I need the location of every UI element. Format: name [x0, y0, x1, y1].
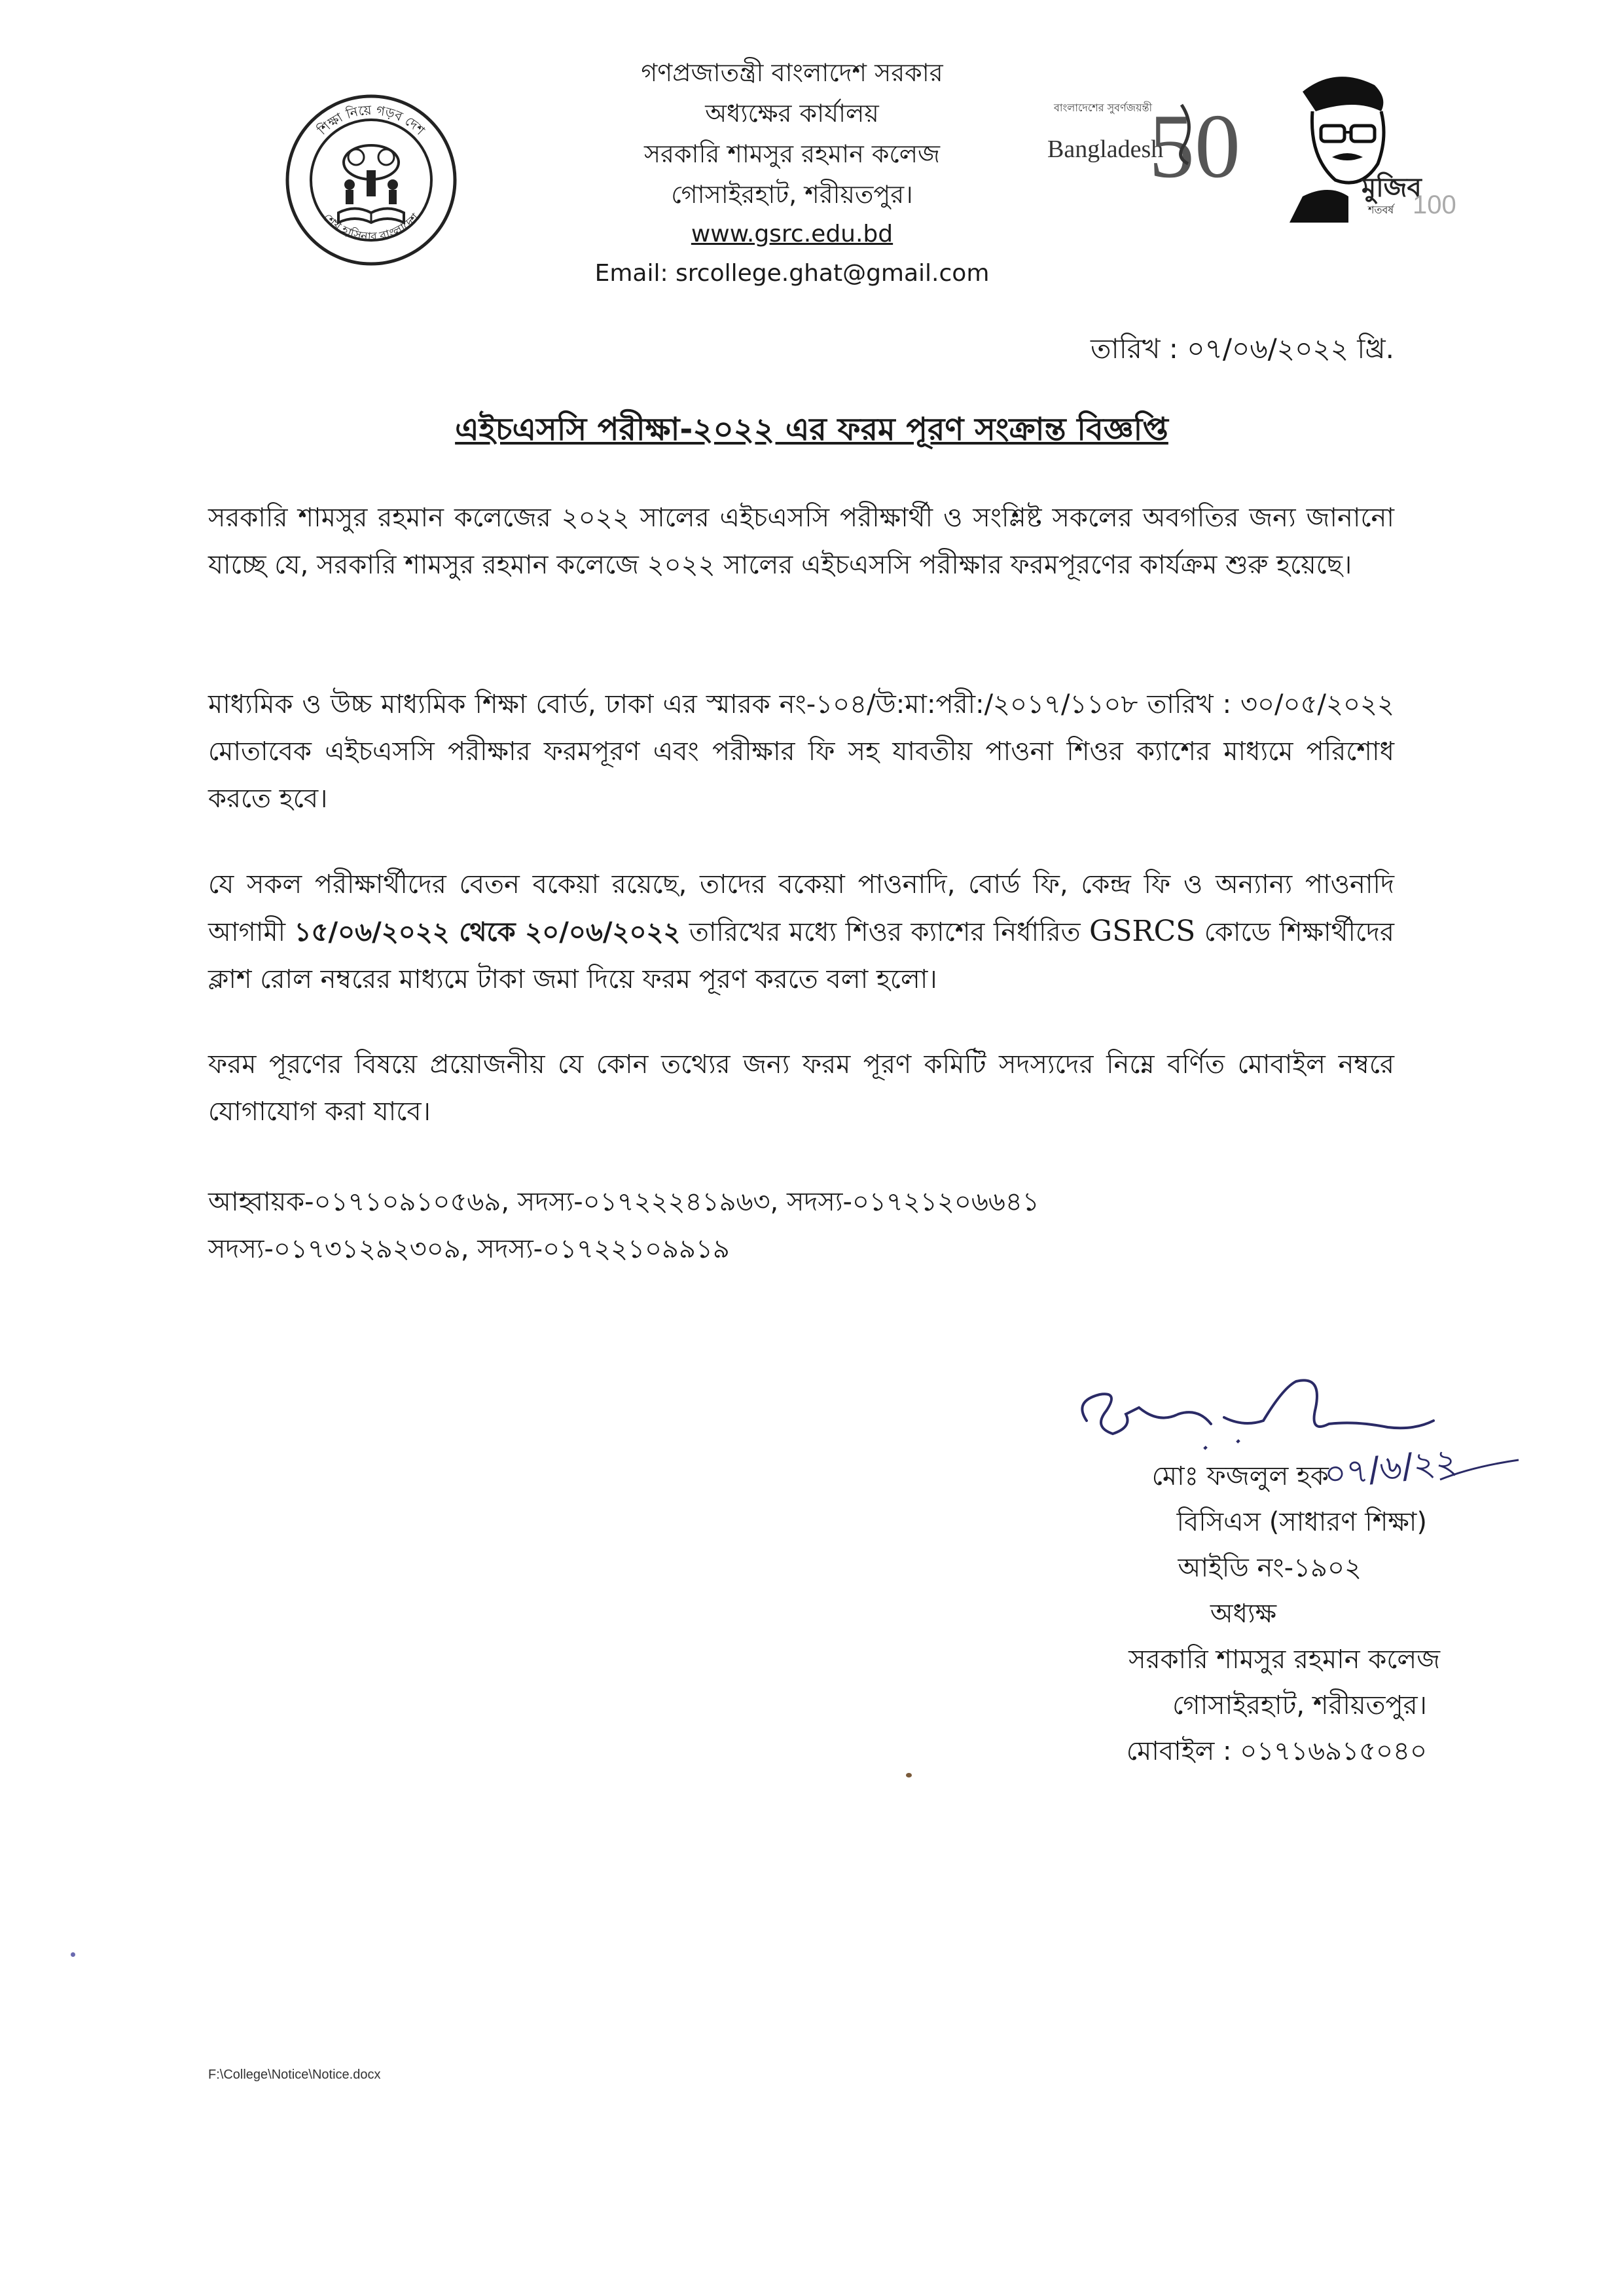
- mujib-script: মুজিব: [1362, 173, 1422, 203]
- college-address: গোসাইরহাট, শরীয়তপুর।: [671, 180, 913, 209]
- website-link[interactable]: www.gsrc.edu.bd: [691, 221, 893, 247]
- paragraph-1: সরকারি শামসুর রহমান কলেজের ২০২২ সালের এইচএসসি পরীক্ষার্থী ও সংশ্লিষ্ট সকলের অবগতির জন্য জানানো যাচ্ছে যে, সরকারি শামসুর রহমান কলেজে ২০২২ সালের এইচএসসি পরীক্ষার ফরমপূরণের কার্যক্রম শুরু হয়েছে।: [208, 503, 1394, 580]
- office-header: [524, 52, 1060, 293]
- email-address: Email: srcollege.ghat@gmail.com: [594, 260, 990, 287]
- surecash-code: GSRCS: [1089, 915, 1196, 948]
- mujib-number: 100: [1413, 191, 1456, 219]
- college-emblem-icon: [283, 92, 460, 268]
- signatory-designation: অধ্যক্ষ: [1210, 1599, 1276, 1629]
- scan-speck: [906, 1773, 912, 1777]
- paragraph-3-part-b: তারিখের মধ্যে শিওর ক্যাশের নির্ধারিত: [680, 917, 1090, 947]
- emblem-ring-bottom-text: শেখ হাসিনার বাংলাদেশ: [320, 211, 422, 244]
- signatory-college: সরকারি শামসুর রহমান কলেজ: [1128, 1645, 1440, 1675]
- bd50-number: 50: [1149, 96, 1240, 197]
- contacts-line-1: আহ্বায়ক-০১৭১০৯১০৫৬৯, সদস্য-০১৭২২২৪১৯৬৩, সদস্য-০১৭২১২০৬৬৪১: [208, 1187, 1039, 1217]
- notice-title: এইচএসসি পরীক্ষা-২০২২ এর ফরম পূরণ সংক্রান্ত বিজ্ঞপ্তি: [455, 411, 1168, 448]
- mujib-100-portrait-icon: [1263, 65, 1456, 223]
- file-path-footer: F:\College\Notice\Notice.docx: [208, 2068, 381, 2082]
- notice-date: তারিখ : ০৭/০৬/২০২২ খ্রি.: [1091, 333, 1394, 365]
- paragraph-2: মাধ্যমিক ও উচ্চ মাধ্যমিক শিক্ষা বোর্ড, ঢাকা এর স্মারক নং-১০৪/উ:মা:পরী:/২০১৭/১১০৮ তারিখ : ৩০/০৫/২০২২ মোতাবেক এইচএসসি পরীক্ষার ফরমপূরণ এবং পরীক্ষার ফি সহ যাবতীয় পাওনা শিওর ক্যাশের মাধ্যমে পরিশোধ করতে হবে।: [208, 689, 1394, 814]
- signatory-block: [982, 1453, 1440, 1774]
- bd50-label: Bangladesh: [1047, 136, 1164, 163]
- government-name: গণপ্রজাতন্ত্রী বাংলাদেশ সরকার: [641, 58, 943, 87]
- signatory-service: বিসিএস (সাধারণ শিক্ষা): [1176, 1507, 1427, 1537]
- college-name: সরকারি শামসুর রহমান কলেজ: [643, 139, 941, 168]
- contacts-line-2: সদস্য-০১৭৩১২৯২৩০৯, সদস্য-০১৭২২১০৯৯১৯: [208, 1234, 730, 1264]
- mujib-sub: শতবর্ষ: [1368, 204, 1394, 216]
- paragraph-3: [208, 861, 1394, 1003]
- signatory-name: মোঃ ফজলুল হক: [1151, 1461, 1329, 1491]
- paragraph-3-part-c: কোডে শিক্ষার্থীদের ক্লাশ রোল নম্বরের মাধ্যমে টাকা জমা দিয়ে ফরম পূরণ করতে বলা হলো।: [208, 917, 1395, 994]
- committee-contacts: [208, 1178, 1394, 1273]
- paragraph-4: ফরম পূরণের বিষয়ে প্রয়োজনীয় যে কোন তথ্যের জন্য ফরম পূরণ কমিটি সদস্যদের নিম্নে বর্ণিত মোবাইল নম্বরে যোগাযোগ করা যাবে।: [208, 1049, 1394, 1127]
- svg-text:বাংলাদেশের সুবর্ণজয়ন্তী: [1053, 101, 1153, 114]
- bangladesh-50-logo-icon: [1041, 65, 1240, 203]
- emblem-ring-top-text: শিক্ষা নিয়ে গড়ব দেশ: [314, 101, 428, 138]
- signatory-id: আইডি নং-১৯০২: [1178, 1553, 1362, 1583]
- bd50-small-text: বাংলাদেশের সুবর্ণজয়ন্তী: [1054, 101, 1153, 114]
- signatory-mobile: মোবাইল : ০১৭১৬৯১৫০৪০: [1126, 1736, 1427, 1766]
- signatory-address: গোসাইরহাট, শরীয়তপুর।: [1172, 1690, 1427, 1721]
- payment-date-range: ১৫/০৬/২০২২ থেকে ২০/০৬/২০২২: [294, 917, 681, 947]
- scan-speck: [71, 1952, 75, 1957]
- paragraph-3-part-a: যে সকল পরীক্ষার্থীদের বেতন বকেয়া রয়েছে, তাদের বকেয়া পাওনাদি, বোর্ড ফি, কেন্দ্র ফি ও অন্যান্য পাওনাদি আগামী: [208, 869, 1394, 947]
- signature-handwritten-date: ০৭/৬/২২: [1322, 1441, 1460, 1495]
- office-name: অধ্যক্ষের কার্যালয়: [705, 99, 879, 128]
